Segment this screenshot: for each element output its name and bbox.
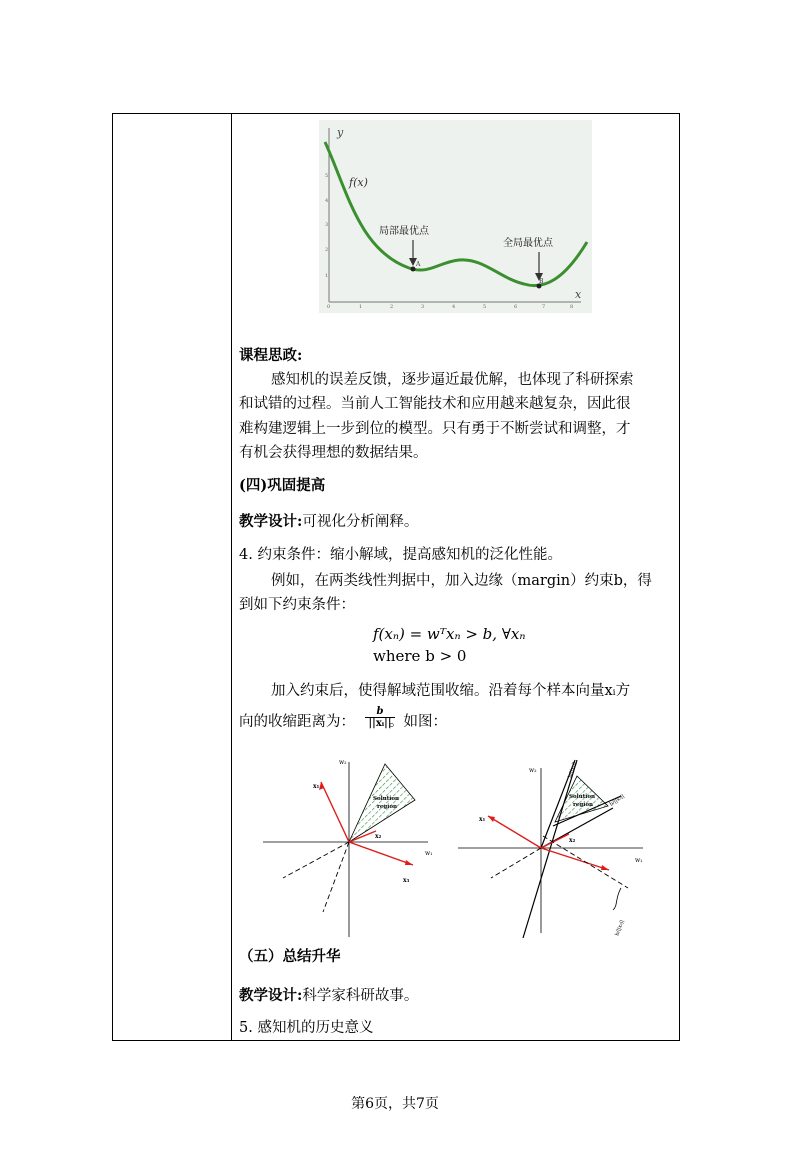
region-label: Solution <box>373 796 400 802</box>
x1-label: x₁ <box>313 783 320 790</box>
constraint-condition: where b > 0 <box>373 647 467 665</box>
boundary-x3 <box>323 842 349 912</box>
margin-label: b/||x₁|| <box>567 761 578 779</box>
w2-label: w₂ <box>339 759 347 766</box>
fraction-denominator: ||xᵢ|| <box>368 718 392 729</box>
y-tick: 3 <box>325 222 329 228</box>
x3-label: x₃ <box>403 877 410 884</box>
y-tick: 1 <box>325 273 329 279</box>
margin-label: b/||x₃|| <box>614 919 626 937</box>
section5-item-title: 5. 感知机的历史意义 <box>239 1020 374 1036</box>
x-tick: 1 <box>359 304 363 310</box>
x3-arrowhead <box>405 860 413 865</box>
point-a <box>411 267 416 272</box>
design-label: 教学设计: <box>239 513 303 530</box>
x3-vector <box>349 842 413 865</box>
y-tick: 5 <box>325 173 329 179</box>
solution-region <box>349 764 415 842</box>
x2-label: x₂ <box>375 833 382 840</box>
dashed-boundary <box>491 848 541 878</box>
w1-label: w₁ <box>425 850 433 857</box>
region-label: region <box>377 804 397 810</box>
y-tick: 4 <box>325 198 329 204</box>
para2-text: 。如图： <box>389 714 447 730</box>
x-tick: 3 <box>421 304 425 310</box>
solution-region-figure <box>253 752 433 942</box>
w1-label: w₁ <box>635 857 643 864</box>
design-text: 可视化分析阐释。 <box>302 514 419 530</box>
x1-label: x₁ <box>479 816 486 823</box>
point-b-label: B <box>539 278 544 285</box>
ideology-line: 和试错的过程。当前人工智能技术和应用越来越复杂，因此很 <box>239 396 631 412</box>
ideology-line: 难构建逻辑上一步到位的模型。只有勇于不断尝试和调整，才 <box>239 421 631 437</box>
x-tick: 7 <box>542 304 546 310</box>
region-label: region <box>573 802 593 808</box>
x-tick: 4 <box>452 304 456 310</box>
local-min-label: 局部最优点 <box>379 226 429 237</box>
section4-para1: 到如下约束条件： <box>239 597 355 613</box>
constraint-formula: f(xₙ) = wᵀxₙ > b, ∀xₙ <box>373 625 526 643</box>
x-tick: 6 <box>514 304 518 310</box>
y-tick: 2 <box>325 247 329 253</box>
x-axis-label: x <box>575 288 582 301</box>
margin-line <box>523 760 577 938</box>
margin-label: b/||x₂|| <box>608 793 626 808</box>
x3-arrowhead <box>601 865 609 870</box>
ideology-heading: 课程思政: <box>239 347 303 364</box>
curve-label: f(x) <box>349 176 368 189</box>
design-text: 科学家科研故事。 <box>302 988 419 1004</box>
design-label: 教学设计: <box>239 987 303 1004</box>
section4-para2: 加入约束后，使得解域范围收缩。沿着每个样本向量xᵢ方 <box>271 683 631 699</box>
x-tick: 5 <box>483 304 487 310</box>
section4-design <box>239 512 418 532</box>
page-footer: 第6页，共7页 <box>351 1096 439 1112</box>
para2-text: 向的收缩距离为： <box>239 714 355 730</box>
x1-arrowhead <box>488 816 495 822</box>
margin-brace <box>613 888 621 910</box>
section4-item-title: 4. 约束条件：缩小解域，提高感知机的泛化性能。 <box>239 547 562 563</box>
point-a-label: A <box>416 261 421 268</box>
content-table <box>112 113 680 1041</box>
fraction-numerator: b <box>365 706 395 718</box>
y-axis-label: y <box>337 126 344 139</box>
x-tick: 2 <box>390 304 394 310</box>
section5-design <box>239 986 418 1006</box>
boundary-x1 <box>283 842 349 878</box>
section4-heading: (四)巩固提高 <box>239 477 326 494</box>
x2-label: x₂ <box>569 837 576 844</box>
w2-label: w₂ <box>529 767 537 774</box>
margin-fraction <box>365 706 395 729</box>
x1-vector <box>321 782 349 842</box>
ideology-line: 感知机的误差反馈，逐步逼近最优解，也体现了科研探索 <box>271 372 634 388</box>
ideology-line: 有机会获得理想的数据结果。 <box>239 445 428 461</box>
global-min-label: 全局最优点 <box>503 238 553 249</box>
section4-para2 <box>239 712 447 732</box>
column-divider <box>231 114 232 1040</box>
section4-para1: 例如，在两类线性判据中，加入边缘（margin）约束b，得 <box>271 573 652 589</box>
section5-heading: （五）总结升华 <box>239 948 341 965</box>
region-label: Solution <box>569 794 596 800</box>
x3-vector <box>541 848 609 870</box>
x-tick: 0 <box>327 304 331 310</box>
x-tick: 8 <box>570 304 574 310</box>
optimization-curve-figure <box>319 120 592 313</box>
margin-solution-region-figure <box>453 738 648 938</box>
dashed-boundary <box>543 836 628 888</box>
x1-vector <box>488 816 541 848</box>
